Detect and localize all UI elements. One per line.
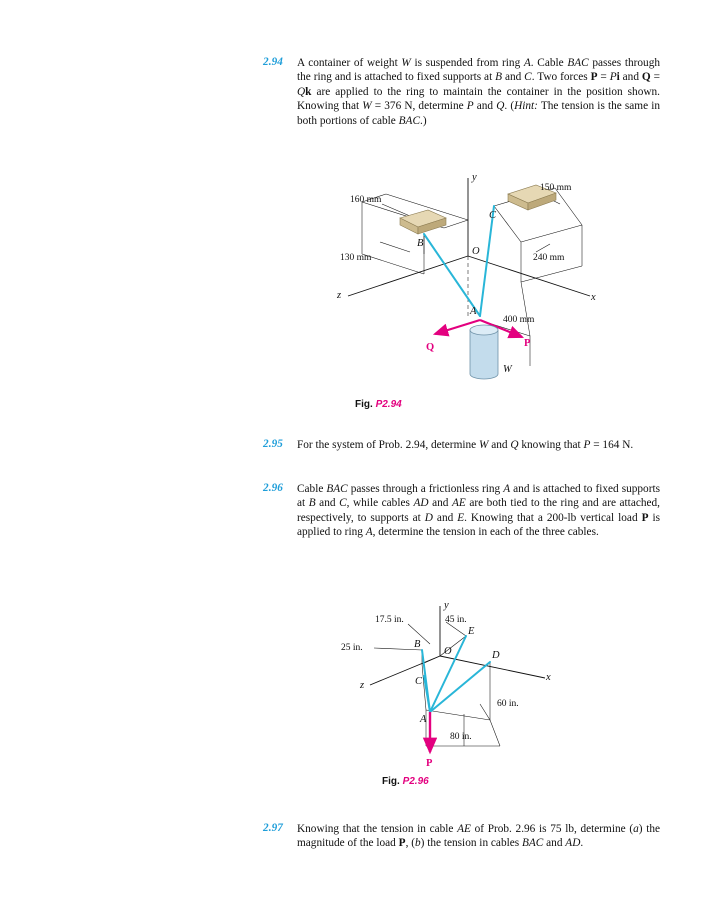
problem-text: Cable BAC passes through a frictionless ring A and is attached to fixed supports at B and C, while cables AD and AE are both tied to the ring and are attached, respectively, to supports at D and E. Knowing that a 200-lb vertical load P is applied to ring A, determine the tension in each of the three cables. xyxy=(297,483,660,539)
dimension-240mm: 240 mm xyxy=(533,253,565,263)
force-label-q: Q xyxy=(426,342,435,353)
problem-text: Knowing that the tension in cable AE of Prob. 2.96 is 75 lb, determine (a) the magnitude of the load P, (b) the tension in cables BAC and AD. xyxy=(297,823,660,850)
dimension-17-5in: 17.5 in. xyxy=(375,615,404,625)
problem-number: 2.94 xyxy=(263,56,283,68)
dimension-60in: 60 in. xyxy=(497,699,519,709)
axis-label-x: x xyxy=(546,672,551,683)
point-label-a: A xyxy=(470,306,477,317)
point-label-d: D xyxy=(492,650,500,661)
dimension-80in: 80 in. xyxy=(450,732,472,742)
figure-caption-label: Fig. xyxy=(355,399,373,410)
figure-caption-label: Fig. xyxy=(382,776,400,787)
dimension-160mm: 160 mm xyxy=(350,195,382,205)
figure-p2-94-drawing xyxy=(300,170,630,400)
point-label-b: B xyxy=(414,639,421,650)
problem-2-96 xyxy=(263,482,663,540)
axis-label-z: z xyxy=(337,290,342,301)
axis-label-y: y xyxy=(472,172,477,183)
construction-lines xyxy=(374,622,500,746)
problem-number: 2.95 xyxy=(263,438,283,450)
axis-label-x: x xyxy=(591,292,596,303)
figure-caption-p2-96 xyxy=(382,776,429,787)
origin-label: O xyxy=(472,246,480,257)
problem-text: A container of weight W is suspended from ring A. Cable BAC passes through the ring and is attached to fixed supports at B and C. Two forces P = Pi and Q = Qk are applied to the ring to maintain the container in the position shown. Knowing that W = 376 N, determine P and Q. (Hint: The tension is the same in both portions of cable BAC.) xyxy=(297,57,661,127)
point-label-e: E xyxy=(468,626,475,637)
support-block-b xyxy=(400,210,446,234)
force-label-p: P xyxy=(524,338,531,349)
axis-label-y: y xyxy=(444,600,449,611)
problem-text: For the system of Prob. 2.94, determine W and Q knowing that P = 164 N. xyxy=(297,439,634,451)
problem-2-94 xyxy=(263,56,663,128)
problem-2-97 xyxy=(263,822,663,851)
figure-caption-id: P2.94 xyxy=(375,399,402,410)
point-label-a: A xyxy=(420,714,427,725)
dimension-130mm: 130 mm xyxy=(340,253,372,263)
problem-number: 2.96 xyxy=(263,482,283,494)
point-label-c: C xyxy=(489,210,497,221)
cables xyxy=(422,636,490,712)
dimension-150mm: 150 mm xyxy=(540,183,572,193)
dimension-400mm: 400 mm xyxy=(503,315,535,325)
force-label-p: P xyxy=(426,758,433,769)
problem-number: 2.97 xyxy=(263,822,283,834)
figure-p2-96 xyxy=(330,600,590,775)
figure-caption-id: P2.96 xyxy=(402,776,429,787)
axis-label-z: z xyxy=(360,680,365,691)
container xyxy=(470,325,498,379)
dimension-45in: 45 in. xyxy=(445,615,467,625)
point-label-c: C xyxy=(415,676,423,687)
origin-label: O xyxy=(444,646,452,657)
figure-p2-96-drawing xyxy=(330,600,590,775)
weight-label-w: W xyxy=(503,364,512,375)
point-label-b: B xyxy=(417,238,424,249)
figure-p2-94 xyxy=(300,170,630,400)
figure-caption-p2-94 xyxy=(355,399,402,410)
problem-2-95 xyxy=(263,438,663,452)
dimension-25in: 25 in. xyxy=(341,643,363,653)
